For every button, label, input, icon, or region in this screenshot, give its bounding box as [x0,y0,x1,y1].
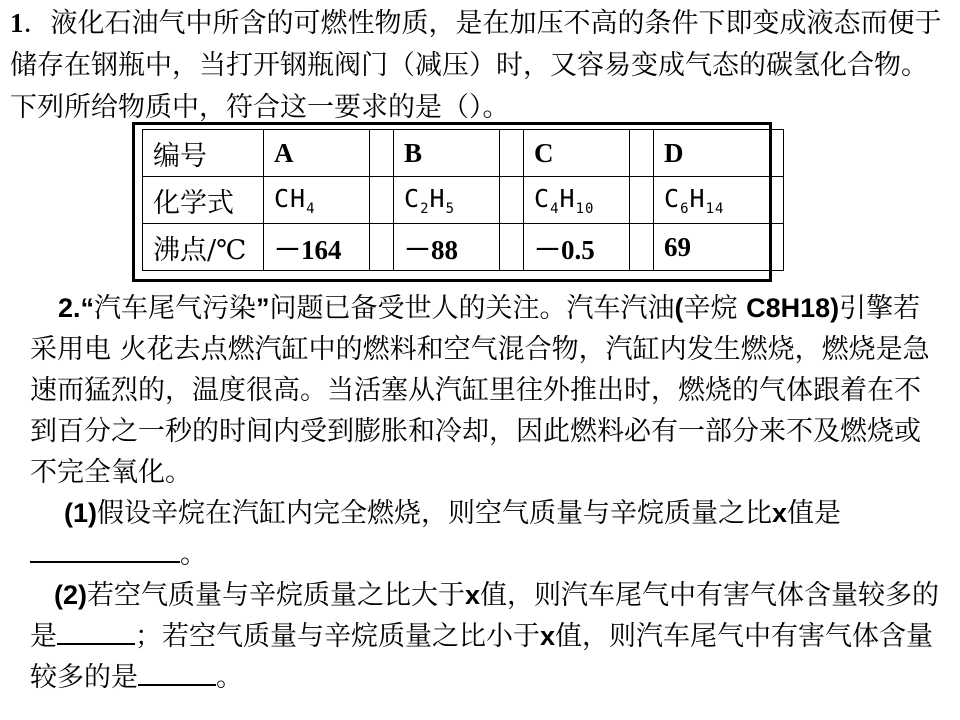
option-a-formula: $CH_4$ [264,177,370,224]
row-label-boiling-point: 沸点/℃ [143,224,264,271]
option-b-boiling-point: －88 [394,224,500,271]
question-1-text: ．液化石油气中所含的可燃性物质，是在加压不高的条件下即变成液态而便于储存在钢瓶中，当打开钢瓶阀门（减压）时，又容易变成气态的碳氢化合物。下列所给物质中，符合这一要求的是（）。 [10,8,942,123]
option-c-id: C [524,130,630,177]
answer-blank-2[interactable] [57,621,135,645]
option-c-boiling-point: －0.5 [524,224,630,271]
option-a-id: A [264,130,370,177]
subquestion-2-number: (2) [54,580,87,610]
option-d-id: D [654,130,784,177]
row-label-formula: 化学式 [143,177,264,224]
question-1 [10,2,950,129]
option-b-formula: $C_2H_5$ [394,177,500,224]
octane-formula: C8H18) [746,293,840,323]
question-2-paragraph: 引擎若采用电 火花去点燃汽缸中的燃料和空气混合物，汽缸内发生燃烧，燃烧是急速而猛烈的，温度很高。当活塞从汽缸里往外推出时，燃烧的气体跟着在不到百分之一秒的时间内受到膨胀和冷却，因此燃料必有一部分来不及燃烧或不完全氧化。 [30,293,930,488]
option-a-boiling-point: －164 [264,224,370,271]
answer-blank-3[interactable] [138,662,216,686]
table-row-boiling-point [143,224,784,271]
question-1-number: 1 [10,8,24,38]
option-d-formula: $C_6H_{14}$ [654,177,784,224]
table-row-formula [143,177,784,224]
row-label-id: 编号 [143,130,264,177]
question-2-number: 2. [58,293,81,323]
options-table [142,129,784,271]
answer-blank-1[interactable] [30,539,180,563]
subquestion-1-number: (1) [64,498,97,528]
option-c-formula: $C_4H_{10}$ [524,177,630,224]
option-d-boiling-point: 69 [654,224,784,271]
table-row-id [143,130,784,177]
question-2: 2.“汽车尾气污染”问题已备受世人的关注。汽车汽油(辛烷 C8H18)引擎若采用电 火花去点燃汽缸中的燃料和空气混合物，汽缸内发生燃烧，燃烧是急速而猛烈的，温度很高。当活塞从汽缸里往外推出时，燃烧的气体跟着在不到百分之一秒的时间内受到膨胀和冷却，因此燃料必有一部分来不及燃烧或不完全氧化。 (1)假设辛烷在汽缸内完全燃烧，则空气质量与辛烷质量之比x值是。 (2)若空气质量与辛烷质量之比大于x值，则汽车尾气中有害气体含量较多的是 ；若空气质量与辛烷质量之比小于x值，则汽车尾气中有害气体含量较多的是 。 [30,293,940,693]
option-b-id: B [394,130,500,177]
